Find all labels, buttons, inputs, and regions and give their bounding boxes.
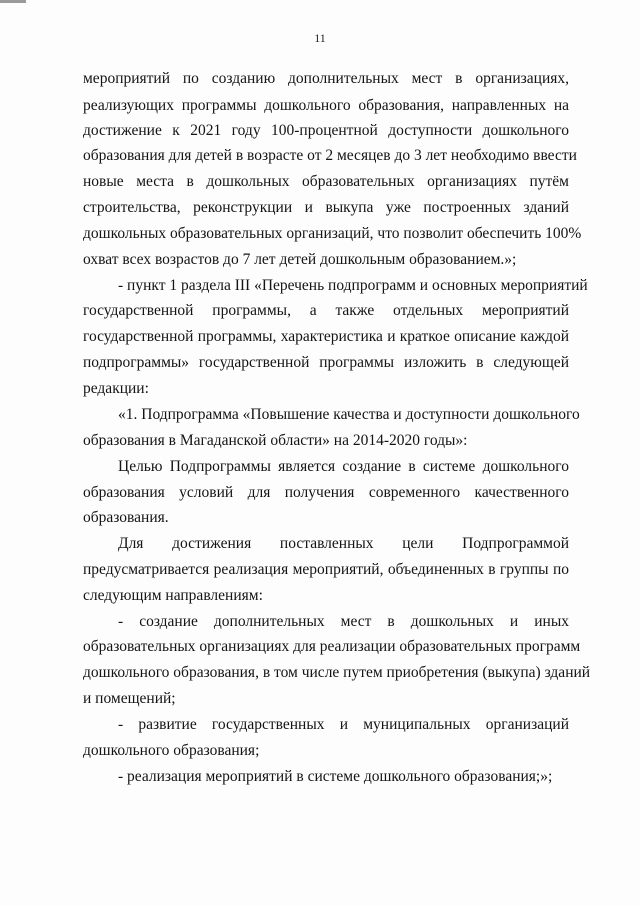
- text-line: охват всех возрастов до 7 лет детей дошкольным образованием.»;: [83, 251, 517, 268]
- text-line: реализующих программы дошкольного образования, направленных на: [83, 97, 569, 114]
- paragraph-first-line: - развитие государственных и муниципальных организаций: [118, 716, 569, 733]
- text-line: предусматривается реализация мероприятий, объединенных в группы по: [83, 561, 569, 578]
- text-line: редакции:: [83, 380, 149, 397]
- text-line: и помещений;: [83, 690, 176, 707]
- text-line: образования для детей в возрасте от 2 месяцев до 3 лет необходимо ввести: [83, 147, 577, 164]
- text-line: государственной программы, а также отдельных мероприятий: [83, 302, 569, 319]
- scan-edge-mark: [0, 0, 26, 3]
- paragraph-first-line: «1. Подпрограмма «Повышение качества и доступности дошкольного: [118, 406, 580, 423]
- text-line: образования условий для получения современного качественного: [83, 484, 569, 501]
- paragraph-first-line: Для достижения поставленных цели Подпрограммой: [118, 535, 569, 552]
- text-line: образования в Магаданской области» на 2014-2020 годы»:: [83, 432, 468, 449]
- text-line: подпрограммы» государственной программы изложить в следующей: [83, 354, 569, 371]
- text-line: мероприятий по созданию дополнительных мест в организациях,: [83, 70, 569, 87]
- text-line: строительства, реконструкции и выкупа уже построенных зданий: [83, 199, 569, 216]
- text-line: новые места в дошкольных образовательных организациях путём: [83, 173, 569, 190]
- text-line: достижение к 2021 году 100-процентной доступности дошкольного: [83, 122, 569, 139]
- paragraph-first-line: Целью Подпрограммы является создание в системе дошкольного: [118, 458, 569, 475]
- text-line: дошкольных образовательных организаций, что позволит обеспечить 100%: [83, 225, 582, 242]
- text-line: образовательных организациях для реализации образовательных программ: [83, 638, 581, 655]
- text-line: следующим направлениям:: [83, 587, 263, 604]
- paragraph-first-line: - создание дополнительных мест в дошкольных и иных: [118, 613, 569, 630]
- text-line: дошкольного образования, в том числе путем приобретения (выкупа) зданий: [83, 664, 591, 681]
- page-number: 11: [314, 31, 326, 45]
- text-line: дошкольного образования;: [83, 742, 260, 759]
- text-line: государственной программы, характеристика и краткое описание каждой: [83, 328, 569, 345]
- paragraph-first-line: - реализация мероприятий в системе дошкольного образования;»;: [118, 768, 553, 785]
- paragraph-first-line: - пункт 1 раздела III «Перечень подпрограмм и основных мероприятий: [118, 277, 588, 294]
- text-line: образования.: [83, 509, 169, 526]
